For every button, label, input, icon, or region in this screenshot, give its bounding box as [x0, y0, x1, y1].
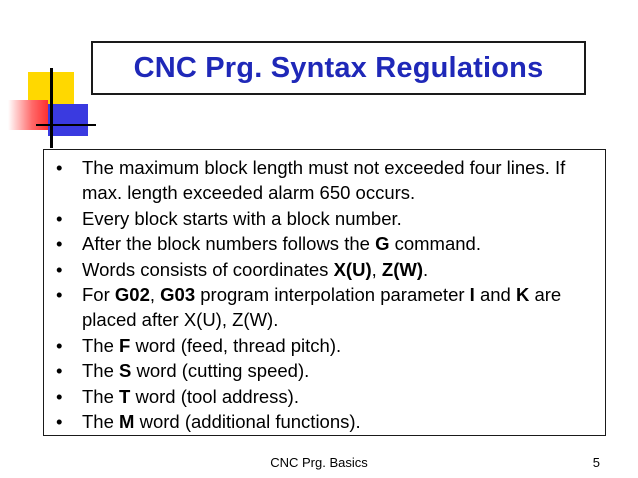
bullet-symbol: •	[56, 334, 63, 356]
bullet-text: The	[82, 360, 120, 382]
bullet-keyword: I	[469, 284, 475, 306]
bullet-keyword: G	[375, 233, 390, 255]
decorative-horizontal-line	[36, 124, 96, 126]
slide-content-box	[43, 149, 606, 436]
slide-title-box	[91, 41, 586, 95]
bullet-keyword: F	[119, 334, 131, 356]
bullet-item	[44, 155, 605, 206]
footer-title: CNC Prg. Basics	[270, 455, 368, 470]
bullet-keyword: X(U)	[333, 258, 372, 280]
bullet-keyword: G03	[160, 284, 196, 306]
bullet-keyword: M	[119, 411, 135, 433]
bullet-symbol: •	[56, 385, 63, 407]
bullet-item	[44, 257, 605, 282]
bullet-text: Every block starts with a block number.	[82, 207, 402, 229]
decorative-blue-square	[48, 104, 88, 136]
bullet-symbol: •	[56, 233, 63, 255]
bullet-text: .	[422, 258, 429, 280]
bullet-text: The	[82, 334, 120, 356]
bullet-text: After the block numbers follows the	[82, 233, 376, 255]
bullet-symbol: •	[56, 411, 63, 433]
bullet-symbol: •	[56, 157, 63, 178]
bullet-text: ,	[371, 258, 382, 280]
bullet-item	[44, 206, 605, 231]
bullet-symbol: •	[56, 258, 63, 280]
bullet-keyword: Z(W)	[381, 258, 423, 280]
bullet-text: command.	[389, 233, 481, 255]
bullet-symbol: •	[56, 360, 63, 382]
bullet-item	[44, 384, 605, 409]
bullet-item	[44, 333, 605, 358]
bullet-item	[44, 282, 605, 333]
bullet-item	[44, 231, 605, 256]
bullet-item	[44, 358, 605, 383]
decorative-vertical-line	[50, 68, 53, 148]
bullet-text: and	[474, 284, 516, 306]
page-number: 5	[592, 455, 600, 470]
bullet-text: For	[82, 284, 115, 306]
bullet-text: word (additional functions).	[134, 411, 361, 433]
bullet-text: The maximum block length must not exceeded four lines. If max. length exceeded alarm 650 occurs.	[82, 157, 566, 204]
bullet-keyword: T	[119, 385, 131, 407]
bullet-text: The	[82, 411, 120, 433]
bullet-keyword: G02	[114, 284, 150, 306]
bullet-keyword: K	[515, 284, 530, 306]
bullet-text: are placed after X(U), Z(W).	[82, 284, 562, 331]
bullet-text: word (feed, thread pitch).	[130, 334, 342, 356]
bullet-keyword: S	[119, 360, 132, 382]
bullet-list	[44, 150, 605, 434]
bullet-text: The	[82, 385, 120, 407]
bullet-text: word (cutting speed).	[131, 360, 310, 382]
bullet-symbol: •	[56, 284, 63, 306]
bullet-text: program interpolation parameter	[195, 284, 470, 306]
bullet-item	[44, 409, 605, 434]
bullet-symbol: •	[56, 207, 63, 229]
bullet-text: ,	[149, 284, 161, 306]
bullet-text: Words consists of coordinates	[82, 258, 334, 280]
slide-title: CNC Prg. Syntax Regulations	[133, 51, 544, 84]
bullet-text: word (tool address).	[130, 385, 299, 407]
